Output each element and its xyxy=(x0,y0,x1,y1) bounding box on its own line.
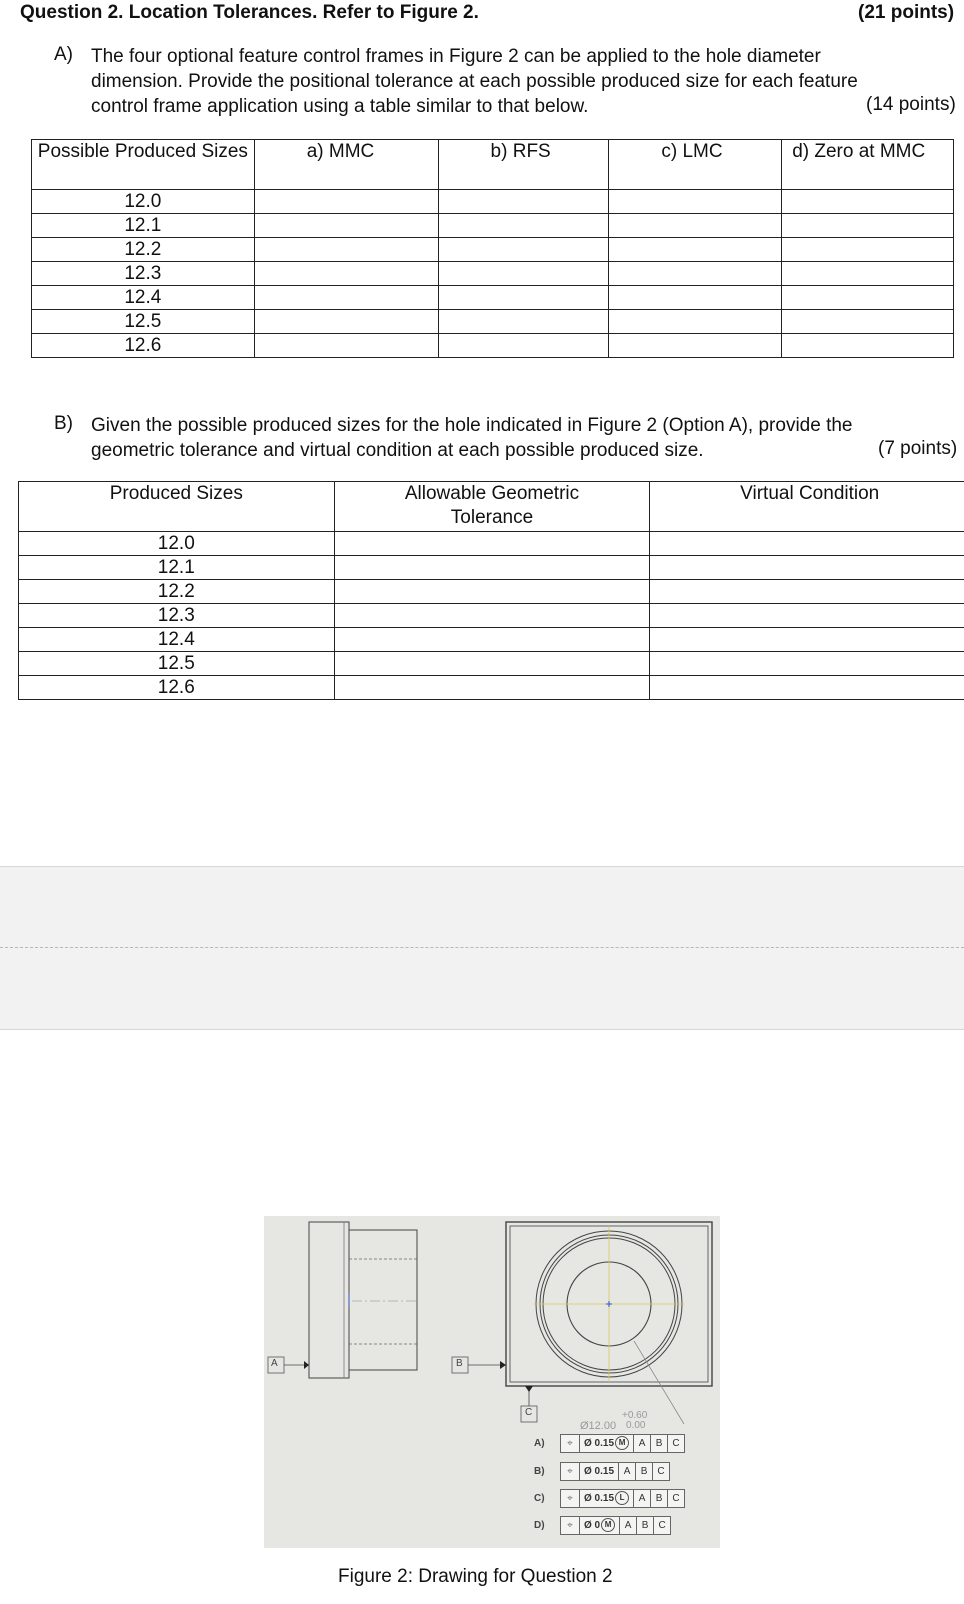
side-view-body xyxy=(349,1230,417,1370)
material-modifier: M xyxy=(615,1436,629,1450)
part-b-table xyxy=(18,481,964,700)
size-cell: 12.2 xyxy=(32,238,255,262)
dimension-lower: 0.00 xyxy=(626,1420,646,1431)
table-row xyxy=(19,556,964,580)
part-a-line-1: The four optional feature control frames in Figure 2 can be applied to the hole diameter xyxy=(91,46,821,67)
datum-reference: A xyxy=(634,1490,651,1507)
part-b-line-1: Given the possible produced sizes for the hole indicated in Figure 2 (Option A), provide the xyxy=(91,415,853,436)
table-row xyxy=(32,214,954,238)
frame-label: C) xyxy=(534,1492,545,1504)
size-cell: 12.4 xyxy=(19,628,335,652)
table-row xyxy=(32,334,954,358)
page-break-line xyxy=(0,947,964,948)
datum-reference: C xyxy=(672,1492,680,1504)
material-modifier: M xyxy=(601,1518,615,1532)
size-cell: 12.6 xyxy=(19,676,335,700)
datum-b-label: B xyxy=(456,1358,463,1369)
part-a-letter: A) xyxy=(54,44,73,65)
figure-2-drawing xyxy=(264,1216,720,1548)
datum-reference: B xyxy=(637,1517,654,1534)
part-b-points: (7 points) xyxy=(878,438,958,459)
material-modifier: L xyxy=(615,1491,629,1505)
table-row xyxy=(32,310,954,334)
table-row xyxy=(32,238,954,262)
col-header-zero-mmc: d) Zero at MMC xyxy=(782,140,954,190)
size-cell: 12.5 xyxy=(32,310,255,334)
page-break-band xyxy=(0,866,964,1030)
size-cell: 12.0 xyxy=(19,532,335,556)
feature-control-frame xyxy=(534,1434,685,1452)
size-cell: 12.1 xyxy=(19,556,335,580)
part-b-text xyxy=(91,413,961,463)
table-row xyxy=(19,652,964,676)
table-row xyxy=(32,190,954,214)
dimension-upper: +0.60 xyxy=(622,1410,648,1421)
feature-control-frame xyxy=(534,1516,671,1534)
part-b-header-row xyxy=(19,482,964,532)
col-header-sizes: Possible Produced Sizes xyxy=(32,140,255,190)
frame-label: B) xyxy=(534,1465,545,1477)
datum-reference: B xyxy=(636,1463,653,1480)
question-points: (21 points) xyxy=(858,2,955,23)
feature-control-frame xyxy=(534,1489,685,1507)
table-row xyxy=(19,580,964,604)
datum-reference: A xyxy=(620,1517,637,1534)
table-row xyxy=(32,262,954,286)
part-a-line-2: dimension. Provide the positional tolerance at each possible produced size for each feature xyxy=(91,71,858,92)
position-symbol-icon: ⌖ xyxy=(561,1490,580,1507)
table-row xyxy=(19,532,964,556)
col-header-geometric-tolerance: Allowable Geometric Tolerance xyxy=(334,482,650,532)
size-cell: 12.3 xyxy=(19,604,335,628)
size-cell: 12.4 xyxy=(32,286,255,310)
col-header-rfs: b) RFS xyxy=(438,140,609,190)
part-a-points: (14 points) xyxy=(866,94,956,115)
table-row xyxy=(19,604,964,628)
position-symbol-icon: ⌖ xyxy=(561,1463,580,1480)
size-cell: 12.1 xyxy=(32,214,255,238)
col-header-mmc: a) MMC xyxy=(254,140,438,190)
tolerance-value: Ø 0.15 xyxy=(584,1437,615,1449)
size-cell: 12.2 xyxy=(19,580,335,604)
position-symbol-icon: ⌖ xyxy=(561,1435,580,1452)
part-a-text xyxy=(91,44,961,119)
tolerance-value: Ø 0.15 xyxy=(584,1465,615,1477)
table-row xyxy=(32,286,954,310)
tolerance-value: Ø 0.15 xyxy=(584,1492,615,1504)
col-header-produced-sizes: Produced Sizes xyxy=(19,482,335,532)
datum-reference: C xyxy=(657,1465,665,1477)
tolerance-value: Ø 0 xyxy=(584,1519,601,1531)
part-b-letter: B) xyxy=(54,413,73,434)
dimension-nominal: Ø12.00 xyxy=(580,1420,617,1432)
col-header-lmc: c) LMC xyxy=(609,140,782,190)
side-view-flange xyxy=(309,1222,349,1378)
table-row xyxy=(19,628,964,652)
size-cell: 12.5 xyxy=(19,652,335,676)
col-header-virtual-condition: Virtual Condition xyxy=(650,482,964,532)
datum-reference: B xyxy=(651,1490,668,1507)
figure-caption: Figure 2: Drawing for Question 2 xyxy=(338,1566,613,1587)
part-a-line-3: control frame application using a table similar to that below. xyxy=(91,96,589,117)
question-title: Question 2. Location Tolerances. Refer to Figure 2. xyxy=(20,2,479,23)
datum-c-label: C xyxy=(525,1407,533,1418)
datum-reference: C xyxy=(658,1519,666,1531)
position-symbol-icon: ⌖ xyxy=(561,1517,580,1534)
datum-reference: C xyxy=(672,1437,680,1449)
part-a-header-row xyxy=(32,140,954,190)
datum-a-label: A xyxy=(271,1358,278,1369)
table-row xyxy=(19,676,964,700)
size-cell: 12.6 xyxy=(32,334,255,358)
frame-label: A) xyxy=(534,1437,545,1449)
size-cell: 12.3 xyxy=(32,262,255,286)
part-a-table xyxy=(31,139,954,358)
feature-control-frame xyxy=(534,1462,670,1480)
datum-reference: A xyxy=(634,1435,651,1452)
datum-reference: B xyxy=(651,1435,668,1452)
frame-label: D) xyxy=(534,1519,545,1531)
size-cell: 12.0 xyxy=(32,190,255,214)
datum-reference: A xyxy=(619,1463,636,1480)
part-b-line-2: geometric tolerance and virtual condition at each possible produced size. xyxy=(91,440,704,461)
